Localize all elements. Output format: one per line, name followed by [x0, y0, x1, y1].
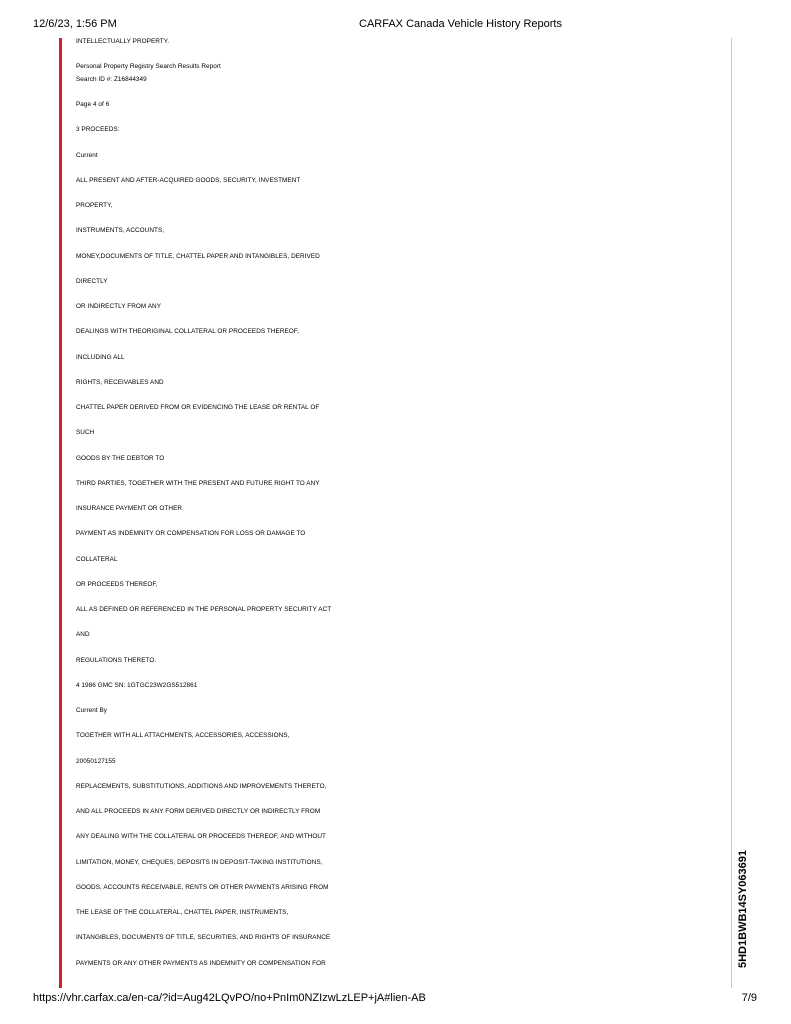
- report-line: AND: [76, 631, 90, 638]
- report-line: 20050127155: [76, 758, 116, 765]
- report-line: RIGHTS, RECEIVABLES AND: [76, 379, 164, 386]
- report-line: ANY DEALING WITH THE COLLATERAL OR PROCEEDS THEREOF, AND WITHOUT: [76, 833, 326, 840]
- report-line: PAYMENT AS INDEMNITY OR COMPENSATION FOR LOSS OR DAMAGE TO: [76, 530, 306, 537]
- report-line: ALL AS DEFINED OR REFERENCED IN THE PERSONAL PROPERTY SECURITY ACT: [76, 606, 332, 613]
- report-line: INTANGIBLES, DOCUMENTS OF TITLE, SECURITIES, AND RIGHTS OF INSURANCE: [76, 934, 331, 941]
- report-line: 4 1986 GMC SN: 1GTGC23W2GS512861: [76, 682, 198, 689]
- report-line: INCLUDING ALL: [76, 354, 125, 361]
- report-line: OR PROCEEDS THEREOF,: [76, 581, 158, 588]
- report-line: Personal Property Registry Search Results Report: [76, 63, 221, 70]
- report-line: Page 4 of 6: [76, 101, 110, 108]
- report-line: MONEY,DOCUMENTS OF TITLE, CHATTEL PAPER AND INTANGIBLES, DERIVED: [76, 253, 320, 260]
- report-line: TOGETHER WITH ALL ATTACHMENTS, ACCESSORIES, ACCESSIONS,: [76, 732, 290, 739]
- print-footer: [0, 992, 791, 1006]
- report-line: CHATTEL PAPER DERIVED FROM OR EVIDENCING THE LEASE OR RENTAL OF: [76, 404, 320, 411]
- section-accent-bar: [59, 38, 62, 988]
- report-line: DIRECTLY: [76, 278, 108, 285]
- report-line: DEALINGS WITH THEORIGINAL COLLATERAL OR PROCEEDS THEREOF,: [76, 328, 299, 335]
- report-line: GOODS BY THE DEBTOR TO: [76, 455, 165, 462]
- report-line: THE LEASE OF THE COLLATERAL, CHATTEL PAPER, INSTRUMENTS,: [76, 909, 289, 916]
- report-line: INTELLECTUALLY PROPERTY.: [76, 38, 170, 45]
- report-line: INSTRUMENTS, ACCOUNTS,: [76, 227, 165, 234]
- report-line: Current: [76, 152, 98, 159]
- report-line: SUCH: [76, 429, 95, 436]
- print-header: [0, 18, 791, 32]
- report-line: REPLACEMENTS, SUBSTITUTIONS, ADDITIONS AND IMPROVEMENTS THERETO,: [76, 783, 327, 790]
- page-url-link[interactable]: https://vhr.carfax.ca/en-ca/?id=Aug42LQvPO/no+PnIm0NZIzwLzLEP+jA#lien-AB: [33, 992, 426, 1004]
- right-margin-rule: [731, 38, 732, 988]
- report-line: OR INDIRECTLY FROM ANY: [76, 303, 162, 310]
- report-line: 3 PROCEEDS:: [76, 126, 120, 133]
- report-line: INSURANCE PAYMENT OR OTHER: [76, 505, 183, 512]
- report-line: REGULATIONS THERETO.: [76, 657, 157, 664]
- report-line: THIRD PARTIES, TOGETHER WITH THE PRESENT AND FUTURE RIGHT TO ANY: [76, 480, 320, 487]
- report-line: LIMITATION, MONEY, CHEQUES, DEPOSITS IN DEPOSIT-TAKING INSTITUTIONS,: [76, 859, 323, 866]
- report-line: ALL PRESENT AND AFTER-ACQUIRED GOODS, SECURITY, INVESTMENT: [76, 177, 301, 184]
- report-line: GOODS, ACCOUNTS RECEIVABLE, RENTS OR OTHER PAYMENTS ARISING FROM: [76, 884, 329, 891]
- report-line: Current By: [76, 707, 108, 714]
- report-line: AND ALL PROCEEDS IN ANY FORM DERIVED DIRECTLY OR INDIRECTLY FROM: [76, 808, 321, 815]
- report-line: PROPERTY,: [76, 202, 113, 209]
- print-datetime: 12/6/23, 1:56 PM: [33, 18, 117, 30]
- document-title: CARFAX Canada Vehicle History Reports: [359, 18, 562, 30]
- vin-sidebar-label: 5HD1BWB14SY063691: [737, 849, 749, 968]
- report-line: PAYMENTS OR ANY OTHER PAYMENTS AS INDEMNITY OR COMPENSATION FOR: [76, 960, 326, 967]
- report-line: Search ID #: Z16844349: [76, 76, 147, 83]
- report-line: COLLATERAL: [76, 556, 118, 563]
- page-number: 7/9: [741, 992, 757, 1004]
